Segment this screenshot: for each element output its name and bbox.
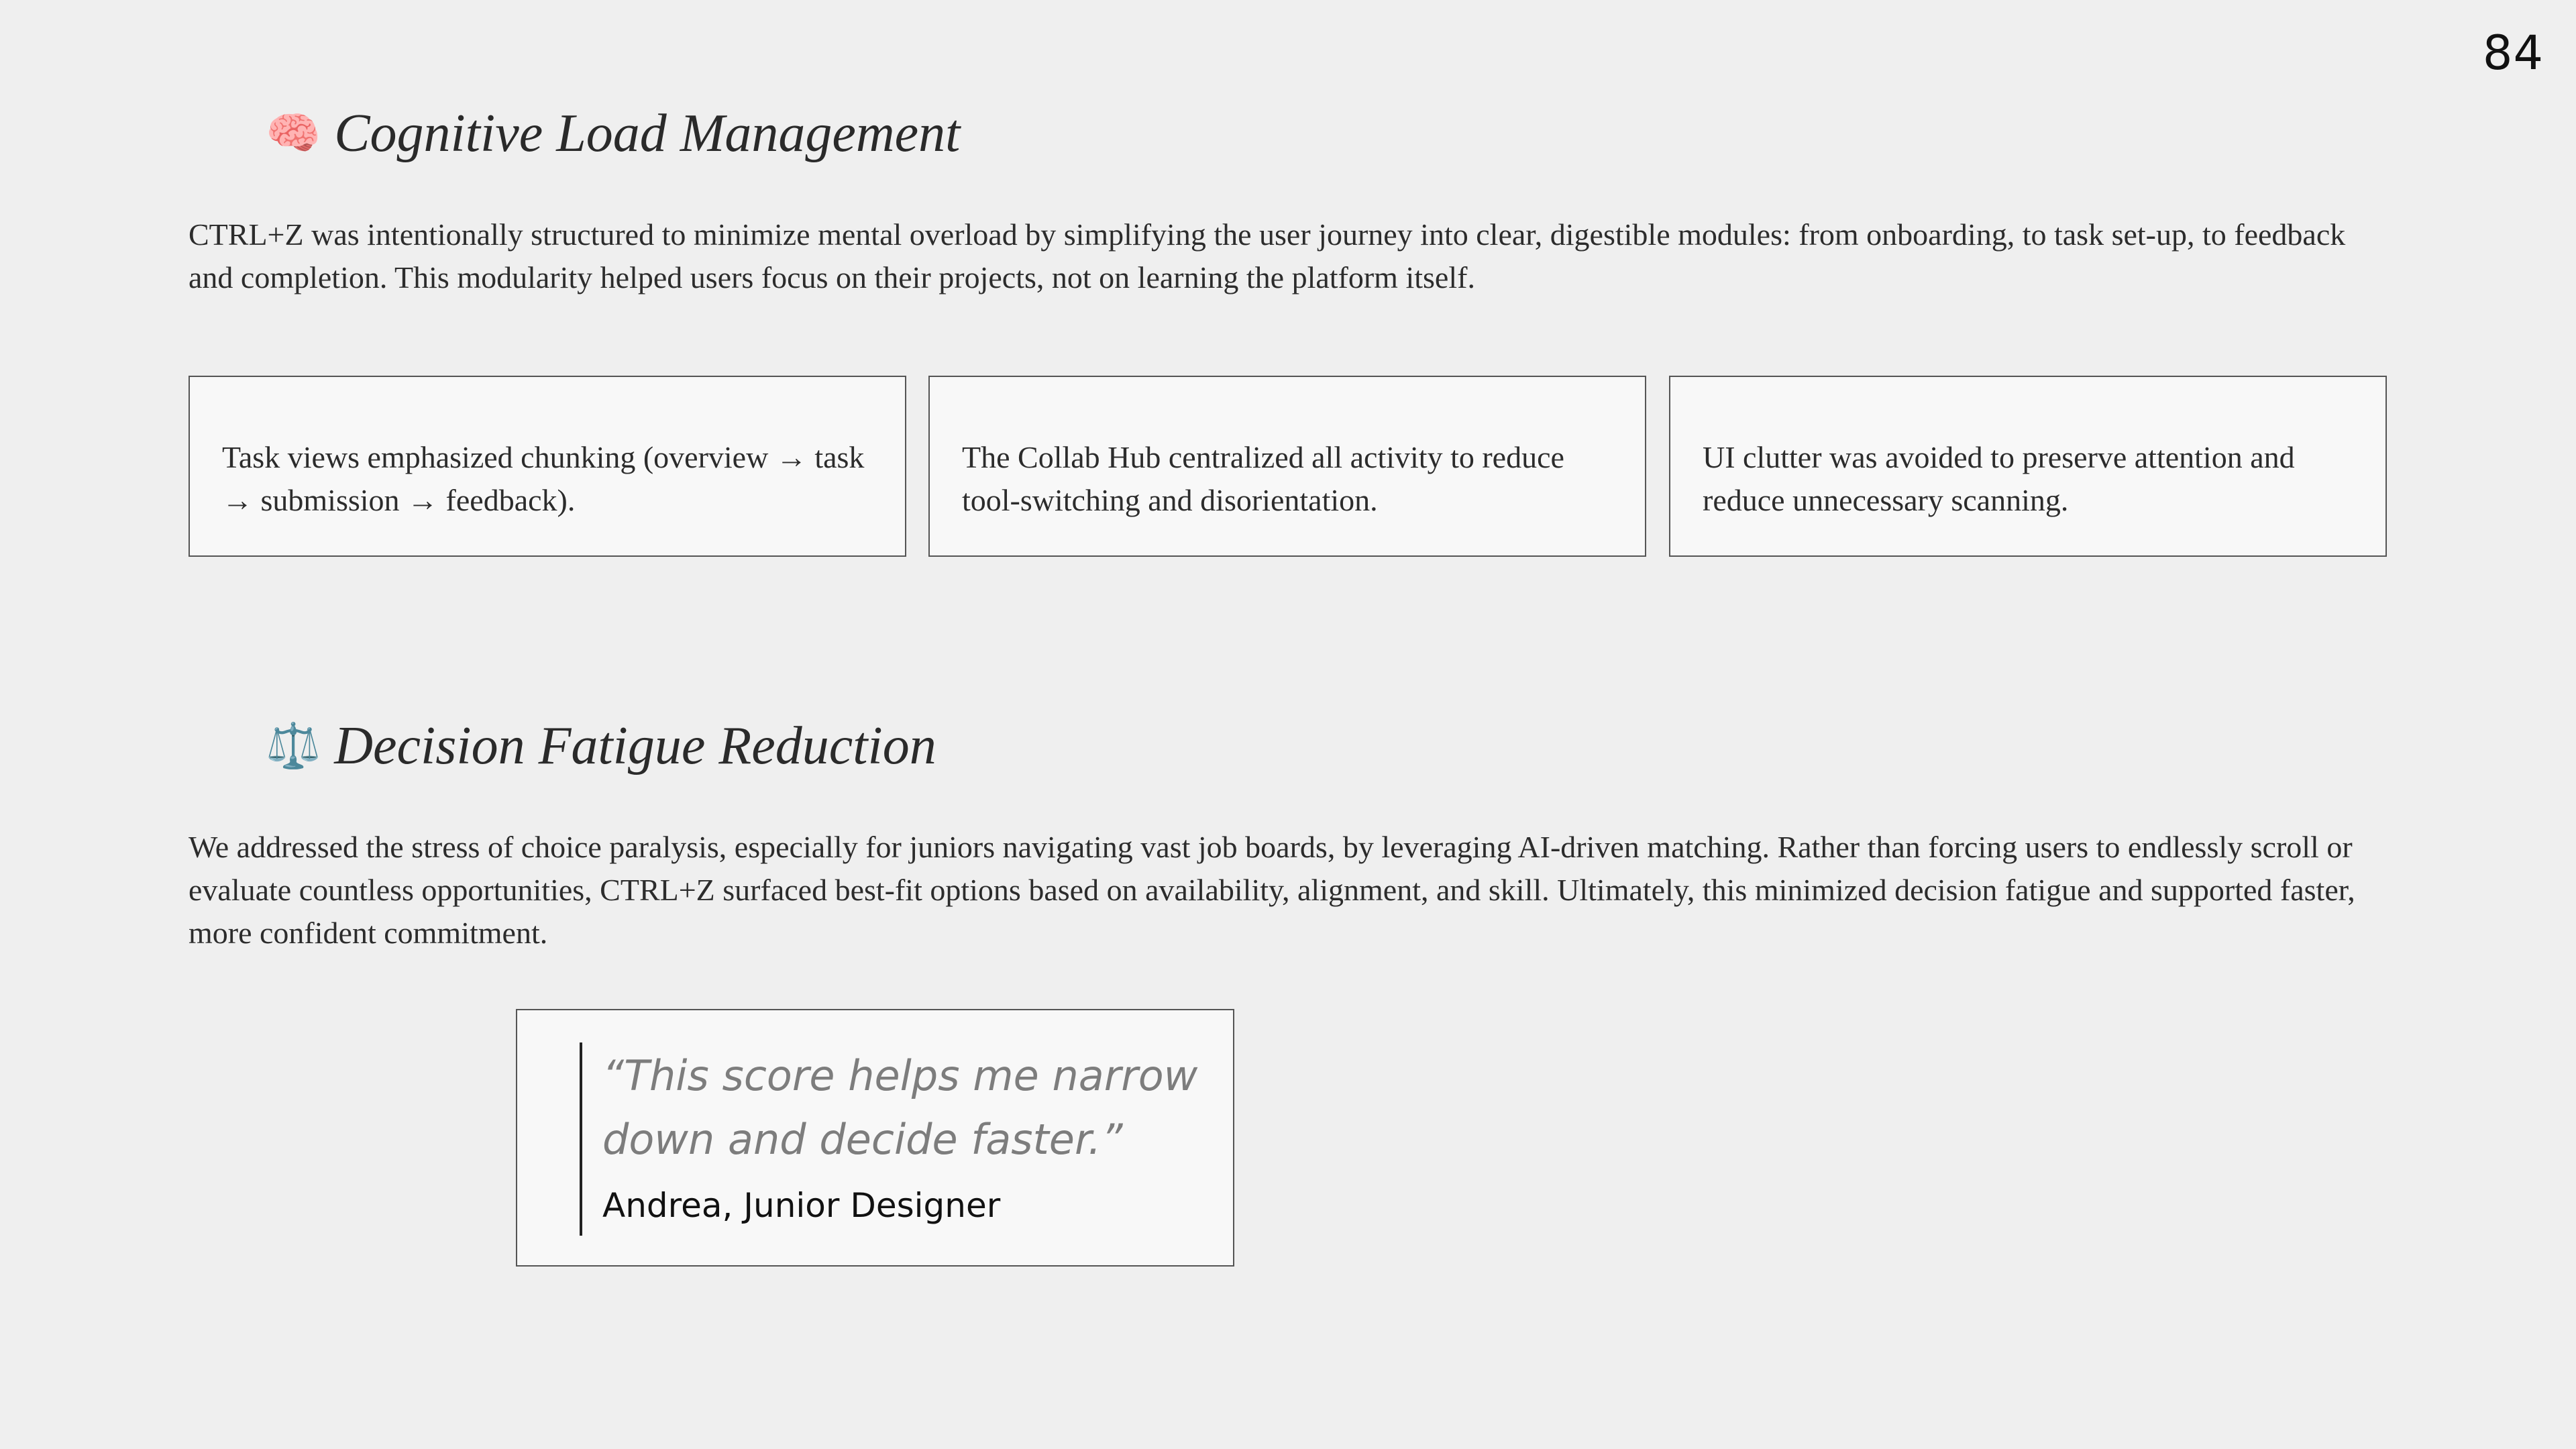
section-heading-decision-fatigue xyxy=(266,716,936,777)
quote-bar xyxy=(580,1042,582,1236)
page-number: 84 xyxy=(2482,25,2544,80)
section-heading-cognitive-load xyxy=(266,103,960,164)
info-card-chunking: Task views emphasized chunking (overview → task → submission → feedback). xyxy=(189,376,906,557)
testimonial-quote: “This score helps me narrow down and decide faster.” xyxy=(602,1051,1198,1164)
info-card-collab-hub: The Collab Hub centralized all activity to reduce tool-switching and disorientation. xyxy=(928,376,1646,557)
brain-icon: 🧠 xyxy=(266,109,321,158)
section-paragraph: We addressed the stress of choice paralysis, especially for juniors navigating vast job boards, by leveraging AI-driven matching. Rather than forcing users to endlessly scroll or evaluate countless opportunities, CTRL+Z surfaced best-fit options based on availability, alignment, and skill. Ultimately, this minimized decision fatigue and supported faster, more confident commitment. xyxy=(189,830,2355,950)
section-paragraph: CTRL+Z was intentionally structured to minimize mental overload by simplifying the user journey into clear, digestible modules: from onboarding, to task set-up, to feedback and completion. This modularity helped users focus on their projects, not on learning the platform itself. xyxy=(189,217,2346,294)
balance-scale-icon: ⚖️ xyxy=(266,722,321,771)
testimonial-author: Andrea, Junior Designer xyxy=(602,1186,1001,1225)
section-title: Cognitive Load Management xyxy=(334,104,961,163)
testimonial-card xyxy=(516,1009,1234,1267)
section-title: Decision Fatigue Reduction xyxy=(334,716,936,775)
info-card-ui-clutter: UI clutter was avoided to preserve attention and reduce unnecessary scanning. xyxy=(1669,376,2387,557)
